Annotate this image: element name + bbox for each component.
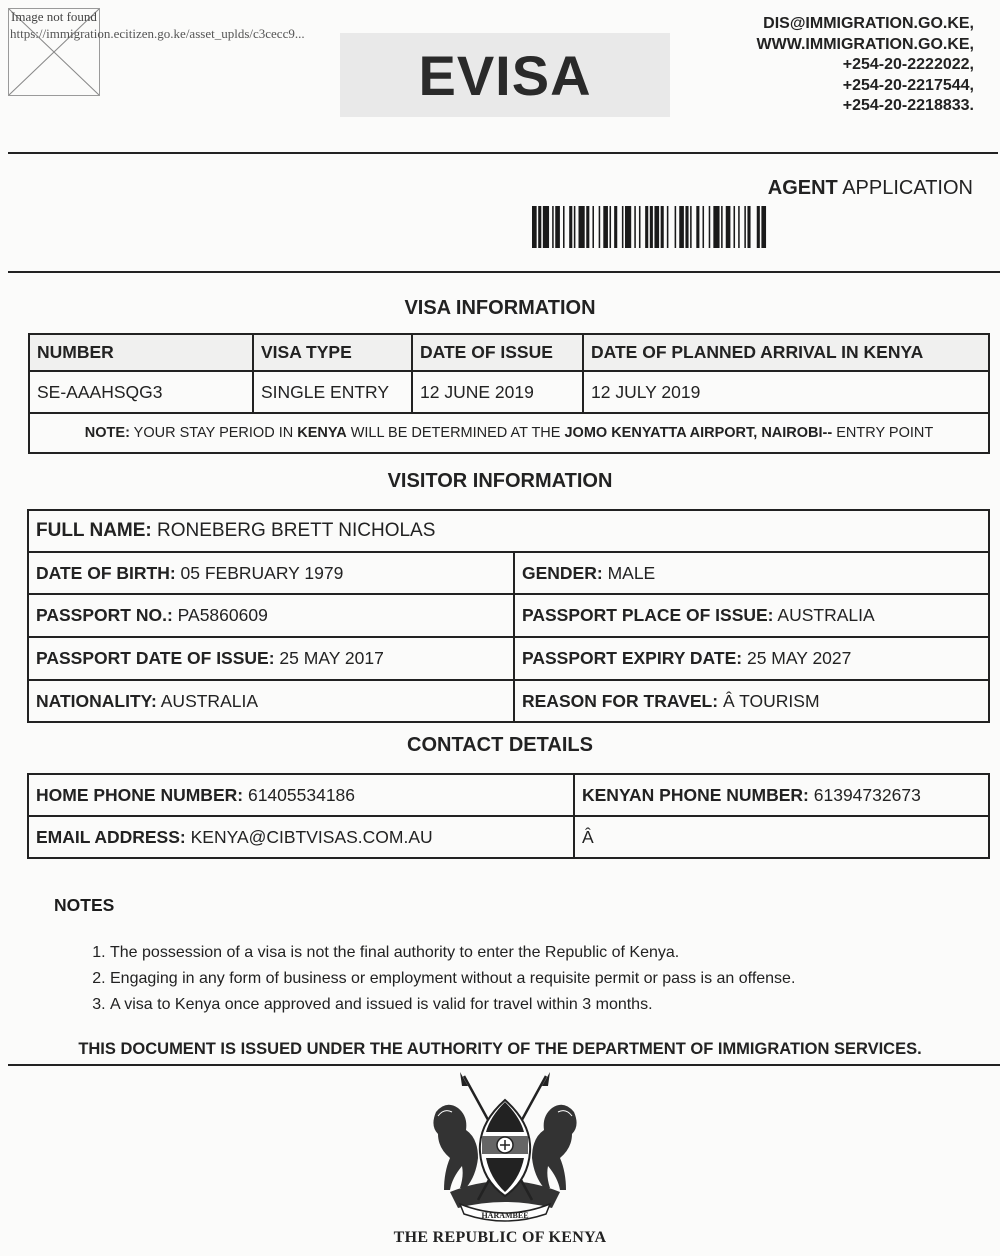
visa-information-heading: VISA INFORMATION xyxy=(404,297,596,319)
visa-number: SE-AAAHSQG3 xyxy=(29,371,253,413)
visitor-information-table xyxy=(27,509,990,723)
barcode-bar xyxy=(685,206,688,248)
barcode-bar xyxy=(610,206,612,248)
barcode-bar xyxy=(738,206,740,248)
note-item-1: 1. The possession of a visa is not the final authority to enter the Republic of Kenya. xyxy=(110,940,795,966)
email-cell xyxy=(28,816,574,858)
barcode-bar xyxy=(696,206,699,248)
passport-row xyxy=(28,594,989,637)
passport-issue-label: PASSPORT DATE OF ISSUE: xyxy=(36,648,275,668)
visa-header-row xyxy=(29,334,989,371)
home-phone-cell xyxy=(28,774,574,816)
note-item-3: 3. A visa to Kenya once approved and issued is valid for travel within 3 months. xyxy=(110,992,795,1018)
barcode-bar xyxy=(713,206,719,248)
dob-label: DATE OF BIRTH: xyxy=(36,562,176,583)
broken-image-url: https://immigration.ecitizen.go.ke/asset_uplds/c3cecc9... xyxy=(10,26,305,41)
contact-phone-2: +254-20-2217544, xyxy=(842,76,974,94)
document-title: EVISA xyxy=(418,43,592,107)
passport-expiry-label: PASSPORT EXPIRY DATE: xyxy=(522,648,743,668)
gender-value: MALE xyxy=(602,562,656,583)
full-name-label: FULL NAME: xyxy=(36,520,152,541)
visa-date-of-issue: 12 JUNE 2019 xyxy=(412,371,583,413)
passport-no-label: PASSPORT NO.: xyxy=(36,605,173,625)
reason-cell xyxy=(514,680,989,722)
barcode-bar xyxy=(726,206,731,248)
visa-note-row xyxy=(29,413,989,453)
gender-cell xyxy=(514,552,989,594)
email-value: KENYA@CIBTVISAS.COM.AU xyxy=(185,826,433,847)
passport-dates-row xyxy=(28,637,989,680)
barcode-bar xyxy=(579,206,585,248)
coat-of-arms-motto: HARAMBEE xyxy=(481,1211,529,1220)
notes-heading: NOTES xyxy=(54,895,115,915)
nationality-value: AUSTRALIA xyxy=(156,690,259,711)
contact-block xyxy=(757,14,974,117)
barcode-bar xyxy=(622,206,624,248)
note-kenya: KENYA xyxy=(297,425,347,441)
barcode-bar xyxy=(703,206,705,248)
full-name-cell xyxy=(28,510,989,552)
passport-issue-cell xyxy=(28,637,514,680)
kenyan-phone-cell xyxy=(574,774,989,816)
barcode-bar xyxy=(574,206,576,248)
agent-rest: APPLICATION xyxy=(842,177,973,199)
contact-phone-1: +254-20-2222022, xyxy=(842,56,974,73)
email-row xyxy=(28,816,989,858)
passport-place-cell xyxy=(514,594,989,637)
kenyan-phone-value: 61394732673 xyxy=(808,784,921,805)
contact-details-heading: CONTACT DETAILS xyxy=(407,734,593,756)
home-phone-label: HOME PHONE NUMBER: xyxy=(36,784,244,805)
barcode-bar xyxy=(569,206,572,248)
agent-application-label xyxy=(768,177,973,200)
visa-information-table xyxy=(28,333,990,454)
note-text-2: WILL BE DETERMINED AT THE xyxy=(346,425,565,441)
barcode-bar xyxy=(592,206,594,248)
barcode-bar xyxy=(761,206,766,248)
barcode-bar xyxy=(667,206,669,248)
dob-gender-row xyxy=(28,552,989,594)
barcode-bar xyxy=(709,206,711,248)
passport-expiry-cell xyxy=(514,637,989,680)
visa-value-row xyxy=(29,371,989,413)
header-date-of-issue: DATE OF ISSUE xyxy=(412,334,583,371)
barcode-bar xyxy=(614,206,617,248)
barcode xyxy=(532,206,974,248)
evisa-title-box xyxy=(340,33,670,117)
divider-top xyxy=(8,152,998,154)
passport-no-value: PA5860609 xyxy=(172,605,268,625)
phone-row xyxy=(28,774,989,816)
barcode-bar xyxy=(634,206,636,248)
dob-cell xyxy=(28,552,514,594)
stay-period-note xyxy=(29,413,989,453)
barcode-bar xyxy=(563,206,565,248)
extra-cell: Â xyxy=(574,816,989,858)
barcode-bar xyxy=(543,206,549,248)
contact-website: WWW.IMMIGRATION.GO.KE, xyxy=(756,35,974,53)
reason-label: REASON FOR TRAVEL: xyxy=(522,690,719,711)
barcode-bar xyxy=(599,206,601,248)
nationality-cell xyxy=(28,680,514,722)
reason-value: Â TOURISM xyxy=(718,690,820,711)
barcode-bar xyxy=(603,206,608,248)
passport-place-label: PASSPORT PLACE OF ISSUE: xyxy=(522,605,774,625)
header-visa-type: VISA TYPE xyxy=(253,334,412,371)
divider-mid xyxy=(8,271,1000,273)
gender-label: GENDER: xyxy=(522,562,603,583)
header-planned-arrival: DATE OF PLANNED ARRIVAL IN KENYA xyxy=(583,334,989,371)
passport-place-value: AUSTRALIA xyxy=(773,605,875,625)
visa-type: SINGLE ENTRY xyxy=(253,371,412,413)
note-text-1: YOUR STAY PERIOD IN xyxy=(129,425,298,441)
barcode-bar xyxy=(721,206,723,248)
barcode-bar xyxy=(734,206,736,248)
dob-value: 05 FEBRUARY 1979 xyxy=(175,562,344,583)
divider-bottom xyxy=(8,1064,1000,1066)
note-text-3: ENTRY POINT xyxy=(832,425,934,441)
header-number: NUMBER xyxy=(29,334,253,371)
barcode-bar xyxy=(661,206,664,248)
contact-phone-3: +254-20-2218833. xyxy=(842,97,974,114)
email-label: EMAIL ADDRESS: xyxy=(36,826,186,847)
barcode-bar xyxy=(532,206,537,248)
broken-image-placeholder xyxy=(8,8,100,96)
contact-email: DIS@IMMIGRATION.GO.KE, xyxy=(763,15,974,32)
passport-expiry-value: 25 MAY 2027 xyxy=(742,648,852,668)
barcode-bar xyxy=(690,206,692,248)
nationality-label: NATIONALITY: xyxy=(36,690,157,711)
agent-bold: AGENT xyxy=(767,177,838,199)
barcode-bar xyxy=(679,206,684,248)
visa-planned-arrival: 12 JULY 2019 xyxy=(583,371,989,413)
barcode-bar xyxy=(650,206,653,248)
barcode-bar xyxy=(747,206,750,248)
barcode-bar xyxy=(538,206,541,248)
barcode-bar xyxy=(586,206,589,248)
notes-list xyxy=(68,940,795,1018)
barcode-bar xyxy=(675,206,677,248)
barcode-bar xyxy=(639,206,641,248)
barcode-bar xyxy=(645,206,648,248)
note-label: NOTE: xyxy=(84,425,130,441)
full-name-row xyxy=(28,510,989,552)
contact-details-table xyxy=(27,773,990,859)
nationality-row xyxy=(28,680,989,722)
barcode-bar xyxy=(552,206,554,248)
note-airport: JOMO KENYATTA AIRPORT, NAIROBI-- xyxy=(564,425,833,441)
republic-of-kenya-caption: THE REPUBLIC OF KENYA xyxy=(393,1229,607,1246)
passport-issue-value: 25 MAY 2017 xyxy=(274,648,384,668)
barcode-bar xyxy=(555,206,560,248)
barcode-bar xyxy=(654,206,659,248)
note-item-2: 2. Engaging in any form of business or employment without a requisite permit or pass is an offense. xyxy=(110,966,795,992)
barcode-bar xyxy=(757,206,760,248)
kenya-coat-of-arms xyxy=(420,1072,590,1224)
authority-statement: THIS DOCUMENT IS ISSUED UNDER THE AUTHORITY OF THE DEPARTMENT OF IMMIGRATION SERVICES. xyxy=(78,1040,922,1058)
visitor-information-heading: VISITOR INFORMATION xyxy=(387,470,613,492)
kenyan-phone-label: KENYAN PHONE NUMBER: xyxy=(582,784,809,805)
passport-no-cell xyxy=(28,594,514,637)
home-phone-value: 61405534186 xyxy=(243,784,356,805)
full-name-value: RONEBERG BRETT NICHOLAS xyxy=(151,520,436,541)
barcode-bar xyxy=(744,206,746,248)
barcode-bar xyxy=(625,206,631,248)
broken-image-alt: Image not found xyxy=(11,9,97,24)
